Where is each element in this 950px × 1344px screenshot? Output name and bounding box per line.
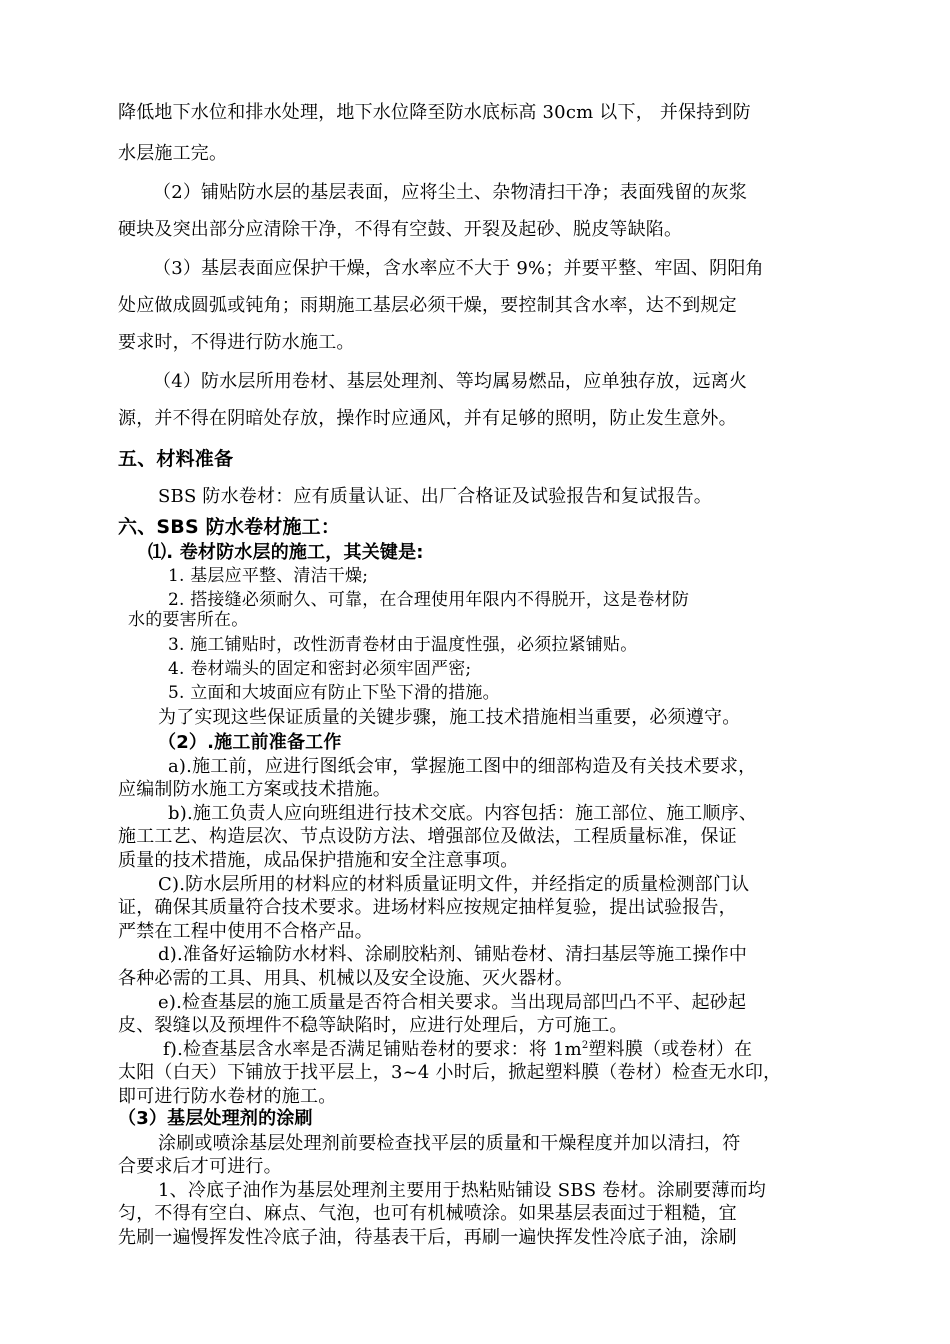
body-line: 即可进行防水卷材的施工。 [118,1086,337,1107]
body-text: 塑料膜（或卷材）在 [588,1039,753,1060]
list-item: 3. 施工铺贴时，改性沥青卷材由于温度性强，必须拉紧铺贴。 [168,635,638,655]
section-heading: 五、材料准备 [118,448,234,470]
body-line [163,1041,752,1059]
body-line: d).准备好运输防水材料、涂刷胶粘剂、铺贴卷材、清扫基层等施工操作中 [158,944,748,965]
body-line: e).检查基层的施工质量是否符合相关要求。当出现局部凹凸不平、起砂起 [158,992,747,1013]
body-line: SBS 防水卷材：应有质量认证、出厂合格证及试验报告和复试报告。 [158,486,713,507]
section-heading: 六、SBS 防水卷材施工： [118,516,341,538]
body-line: 皮、裂缝以及预埋件不稳等缺陷时，应进行处理后，方可施工。 [118,1015,628,1036]
superscript: 2 [581,1040,589,1051]
body-line: a).施工前，应进行图纸会审，掌握施工图中的细部构造及有关技术要求， [168,756,757,777]
body-line: 施工工艺、构造层次、节点设防方法、增强部位及做法，工程质量标准，保证 [118,826,737,847]
body-line: （4）防水层所用卷材、基层处理剂、等均属易燃品，应单独存放，远离火 [153,371,748,392]
body-line: b).施工负责人应向班组进行技术交底。内容包括：施工部位、施工顺序、 [168,803,758,824]
body-line: 降低地下水位和排水处理，地下水位降至防水底标高 30cm 以下， 并保持到防 [118,102,751,123]
list-item: 1. 基层应平整、清洁干燥; [168,566,369,586]
body-line: 硬块及突出部分应清除干净，不得有空鼓、开裂及起砂、脱皮等缺陷。 [118,219,683,240]
body-line: 处应做成圆弧或钝角；雨期施工基层必须干燥，要控制其含水率，达不到规定 [118,295,737,316]
body-line: 匀，不得有空白、麻点、气泡，也可有机械喷涂。如果基层表面过于粗糙，宜 [118,1203,737,1224]
body-line: 为了实现这些保证质量的关键步骤，施工技术措施相当重要，必须遵守。 [158,707,741,728]
body-line: 严禁在工程中使用不合格产品。 [118,921,373,942]
body-line: 水层施工完。 [118,143,228,164]
body-line: 合要求后才可进行。 [118,1156,282,1177]
body-line: 应编制防水施工方案或技术措施。 [118,779,391,800]
subsection-heading: （3）基层处理剂的涂刷 [118,1108,313,1129]
body-line: 源，并不得在阴暗处存放，操作时应通风，并有足够的照明，防止发生意外。 [118,408,737,429]
body-line: C).防水层所用的材料应的材料质量证明文件，并经指定的质量检测部门认 [158,874,750,895]
list-item: 2. 搭接缝必须耐久、可靠，在合理使用年限内不得脱开，这是卷材防 [168,590,690,610]
body-line: （3）基层表面应保护干燥，含水率应不大于 9%；并要平整、牢固、阴阳角 [153,258,764,279]
body-line: 先刷一遍慢挥发性冷底子油，待基表干后，再刷一遍快挥发性冷底子油，涂刷 [118,1227,737,1248]
subsection-heading: （2）.施工前准备工作 [158,732,342,753]
subsection-heading: ⑴. 卷材防水层的施工，其关键是: [148,542,424,563]
list-item: 水的要害所在。 [128,610,249,630]
list-item: 4. 卷材端头的固定和密封必须牢固严密; [168,659,472,679]
body-line: 证，确保其质量符合技术要求。进场材料应按规定抽样复验，提出试验报告， [118,897,737,918]
body-text: f).检查基层含水率是否满足铺贴卷材的要求：将 1m [163,1039,582,1060]
list-item: 5. 立面和大坡面应有防止下坠下滑的措施。 [168,683,500,703]
body-line: 各种必需的工具、用具、机械以及安全设施、灭火器材。 [118,968,573,989]
body-line: 太阳（白天）下铺放于找平层上，3~4 小时后，掀起塑料膜（卷材）检查无水印， [118,1062,782,1083]
body-line: 涂刷或喷涂基层处理剂前要检查找平层的质量和干燥程度并加以清扫，符 [158,1133,741,1154]
body-line: （2）铺贴防水层的基层表面，应将尘土、杂物清扫干净；表面残留的灰浆 [153,182,748,203]
body-line: 1、冷底子油作为基层处理剂主要用于热粘贴铺设 SBS 卷材。涂刷要薄而均 [158,1180,766,1201]
body-line: 质量的技术措施，成品保护措施和安全注意事项。 [118,850,519,871]
body-line: 要求时，不得进行防水施工。 [118,332,355,353]
